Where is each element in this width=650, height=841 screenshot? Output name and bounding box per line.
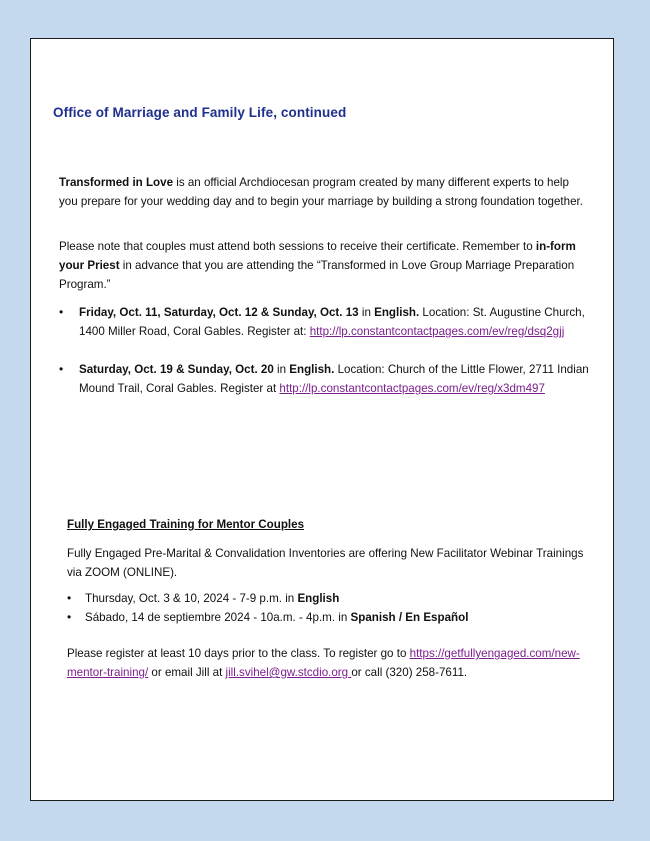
list-item bbox=[59, 303, 589, 341]
list-item bbox=[59, 360, 589, 398]
session-in: in bbox=[273, 363, 290, 376]
training-text: Sábado, 14 de septiembre 2024 - 10a.m. - 4p.m. in bbox=[85, 611, 351, 624]
session-language: English. bbox=[374, 306, 420, 319]
section-title: Fully Engaged Training for Mentor Couples bbox=[67, 518, 305, 531]
training-list bbox=[67, 589, 587, 627]
page-background bbox=[20, 22, 630, 820]
session-list bbox=[59, 303, 589, 398]
section-description: Fully Engaged Pre-Marital & Convalidation Inventories are offering New Facilitator Webinar Trainings via ZOOM (ONLINE). bbox=[67, 547, 584, 579]
note-paragraph bbox=[59, 237, 587, 294]
email-link[interactable]: jill.svihel@gw.stcdio.org bbox=[225, 666, 352, 679]
note-emphasis: in-form your Priest bbox=[59, 240, 576, 272]
session-dates: Friday, Oct. 11, Saturday, Oct. 12 & Sunday, Oct. 13 bbox=[79, 306, 359, 319]
page-title: Office of Marriage and Family Life, continued bbox=[53, 105, 347, 120]
session-dates: Saturday, Oct. 19 & Sunday, Oct. 20 bbox=[79, 363, 274, 376]
note-text-a: Please note that couples must attend both sessions to receive their certificate. Remember to bbox=[59, 240, 536, 253]
page-frame bbox=[30, 38, 614, 801]
register-paragraph bbox=[67, 644, 589, 682]
list-item bbox=[67, 608, 587, 627]
register-link[interactable]: http://lp.constantcontactpages.com/ev/reg/dsq2gjj bbox=[309, 325, 565, 338]
register-text-c: or call (320) 258-7611. bbox=[351, 666, 468, 679]
register-link[interactable]: http://lp.constantcontactpages.com/ev/reg/x3dm497 bbox=[279, 382, 545, 395]
training-language: Spanish / En Español bbox=[350, 611, 469, 624]
session-location: Location: Church of the Little Flower, 2711 Indian Mound Trail, Coral Gables. Register at bbox=[79, 363, 589, 395]
training-link[interactable]: https://getfullyengaged.com/new-mentor-training/ bbox=[67, 647, 580, 679]
note-text-b: in advance that you are attending the “Transformed in Love Group Marriage Preparation Program.” bbox=[59, 259, 575, 291]
session-in: in bbox=[358, 306, 375, 319]
list-item bbox=[67, 589, 587, 608]
session-location: Location: St. Augustine Church, 1400 Miller Road, Coral Gables. Register at: bbox=[79, 306, 585, 338]
register-text-b: or email Jill at bbox=[148, 666, 226, 679]
register-text-a: Please register at least 10 days prior to the class. To register go to bbox=[67, 647, 410, 660]
program-name: Transformed in Love bbox=[59, 176, 174, 189]
intro-text: is an official Archdiocesan program created by many different experts to help you prepare for your wedding day and to begin your marriage by building a strong foundation together. bbox=[59, 176, 583, 208]
session-language: English. bbox=[289, 363, 335, 376]
intro-paragraph bbox=[59, 173, 587, 211]
training-language: English bbox=[297, 592, 340, 605]
training-text: Thursday, Oct. 3 & 10, 2024 - 7-9 p.m. in bbox=[85, 592, 298, 605]
